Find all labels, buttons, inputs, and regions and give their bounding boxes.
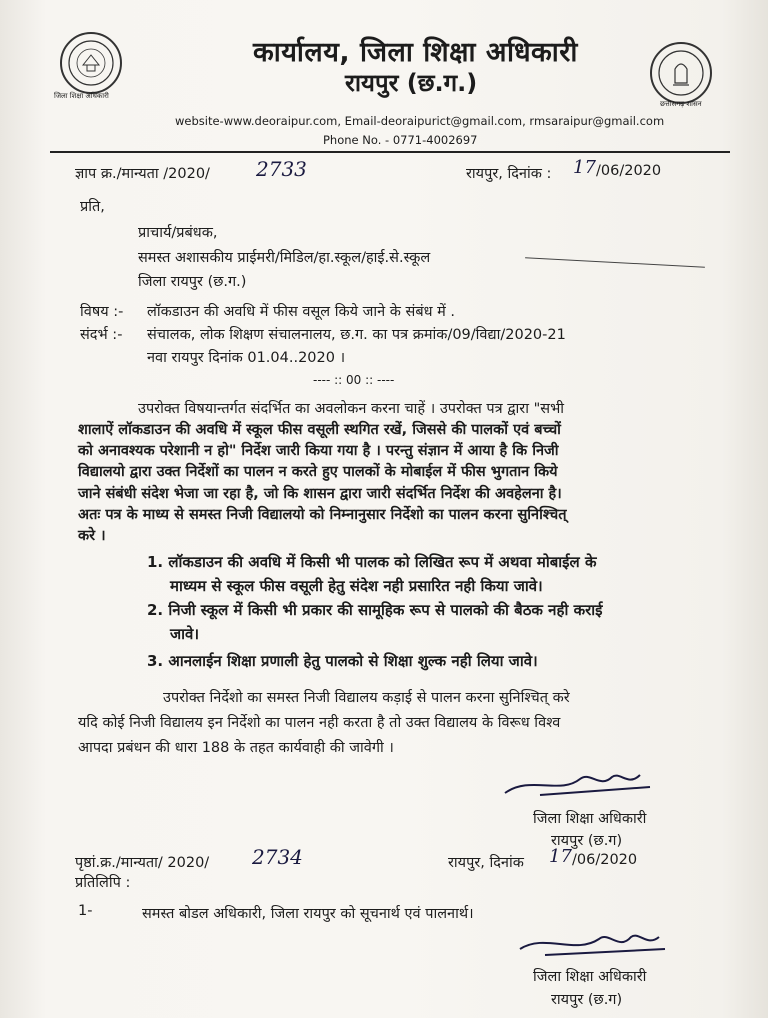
subject-text: लॉकडाउन की अवधि में फीस वसूल किये जाने के संबंध में .: [147, 304, 456, 320]
point-2: 2. निजी स्कूल में किसी भी प्रकार की सामूहिक रूप से पालको की बैठक नही कराई: [147, 601, 603, 619]
subject-label: विषय :-: [80, 304, 124, 320]
header-divider: [50, 151, 730, 153]
reference-line-2: नवा रायपुर दिनांक 01.04..2020 ।: [147, 350, 346, 366]
body-line: उपरोक्त विषयान्तर्गत संदर्भित का अवलोकन करना चाहें । उपरोक्त पत्र द्वारा "सभी: [138, 401, 565, 417]
copy-item-text: समस्त बोडल अधिकारी, जिला रायपुर को सूचनार्थ एवं पालनार्थ।: [142, 906, 474, 922]
copy-ref-number: 2734: [252, 845, 303, 869]
body-line: अतः पत्र के माध्य से समस्त निजी विद्यालयो को निम्नानुसार निर्देशो का पालन करना सुनिश्चित्: [78, 507, 567, 523]
copy-label: प्रतिलिपि :: [75, 875, 131, 891]
copy-date-prefix: रायपुर, दिनांक: [448, 855, 524, 871]
closing-line: उपरोक्त निर्देशो का समस्त निजी विद्यालय कड़ाई से पालन करना सुनिश्चित् करे: [163, 690, 570, 706]
contact-line: website-www.deoraipur.com, Email-deoraipurict@gmail.com, rmsaraipur@gmail.com: [175, 114, 665, 128]
ref-date-suffix: /06/2020: [596, 163, 662, 179]
district-seal-icon: [60, 32, 122, 94]
left-seal-caption: जिला शिक्षा अधिकारी: [54, 92, 109, 100]
point-1: 1. लॉकडाउन की अवधि में किसी भी पालक को लिखित रूप में अथवा मोबाईल के: [147, 553, 597, 571]
section-separator: ---- :: 00 :: ----: [313, 373, 395, 387]
signature-2-title: जिला शिक्षा अधिकारी: [533, 969, 647, 985]
point-2-cont: जावे।: [170, 625, 200, 643]
copy-date-suffix: /06/2020: [572, 852, 638, 868]
body-line: को अनावश्यक परेशानी न हो" निर्देश जारी किया गया है । परन्तु संज्ञान में आया है कि निजी: [78, 443, 559, 459]
office-subtitle: रायपुर (छ.ग.): [345, 69, 478, 97]
signature-2-icon: [515, 925, 675, 961]
closing-line: यदि कोई निजी विद्यालय इन निर्देशो का पालन नही करता है तो उक्त विद्यालय के विरूध विश्व: [78, 715, 561, 731]
reference-line-1: संचालक, लोक शिक्षण संचालनालय, छ.ग. का पत्र क्रमांक/09/विद्या/2020-21: [147, 327, 566, 343]
government-emblem-icon: [650, 42, 712, 104]
body-line: जाने संबंधी संदेश भेजा जा रहा है, जो कि शासन द्वारा जारी संदर्भित निर्देश की अवहेलना है।: [78, 486, 562, 502]
copy-day: 17: [549, 846, 572, 867]
office-title: कार्यालय, जिला शिक्षा अधिकारी: [253, 37, 578, 68]
signature-2-place: रायपुर (छ.ग): [551, 992, 623, 1008]
phone-line: Phone No. - 0771-4002697: [323, 133, 478, 147]
copy-ref-prefix: पृष्ठां.क्र./मान्यता/ 2020/: [75, 855, 210, 871]
point-3: 3. आनलाईन शिक्षा प्रणाली हेतु पालको से शिक्षा शुल्क नही लिया जावे।: [147, 652, 538, 670]
signature-1-icon: [500, 765, 660, 801]
ref-prefix: ज्ञाप क्र./मान्यता /2020/: [75, 166, 210, 182]
recipient-line-1: प्राचार्य/प्रबंधक,: [138, 225, 218, 241]
recipient-line-3: जिला रायपुर (छ.ग.): [138, 274, 247, 290]
body-line: करे ।: [78, 528, 106, 544]
right-seal-caption: छत्तीसगढ़ शासन: [660, 100, 702, 108]
body-line: शालाऐं लॉकडाउन की अवधि में स्कूल फीस वसूली स्थगित रखें, जिससे की पालकों एवं बच्चों: [78, 422, 561, 438]
ref-day: 17: [573, 157, 596, 178]
ref-number: 2733: [256, 157, 307, 181]
body-line: विद्यालयो द्वारा उक्त निर्देशों का पालन न करते हुए पालकों के मोबाईल में फीस भुगतान किये: [78, 464, 558, 480]
copy-item-number: 1-: [78, 903, 93, 919]
point-1-cont: माध्यम से स्कूल फीस वसूली हेतु संदेश नही प्रसारित नही किया जावे।: [170, 577, 543, 595]
handwritten-stroke: [525, 257, 705, 267]
reference-label: संदर्भ :-: [80, 327, 123, 343]
closing-line: आपदा प्रबंधन की धारा 188 के तहत कार्यवाही की जावेगी ।: [78, 740, 394, 756]
signature-1-title: जिला शिक्षा अधिकारी: [533, 811, 647, 827]
recipient-line-2: समस्त अशासकीय प्राईमरी/मिडिल/हा.स्कूल/हाई.से.स्कूल: [138, 250, 431, 266]
ref-date-prefix: रायपुर, दिनांक :: [466, 166, 552, 182]
signature-1-place: रायपुर (छ.ग): [551, 833, 623, 849]
prati-label: प्रति,: [80, 199, 105, 215]
